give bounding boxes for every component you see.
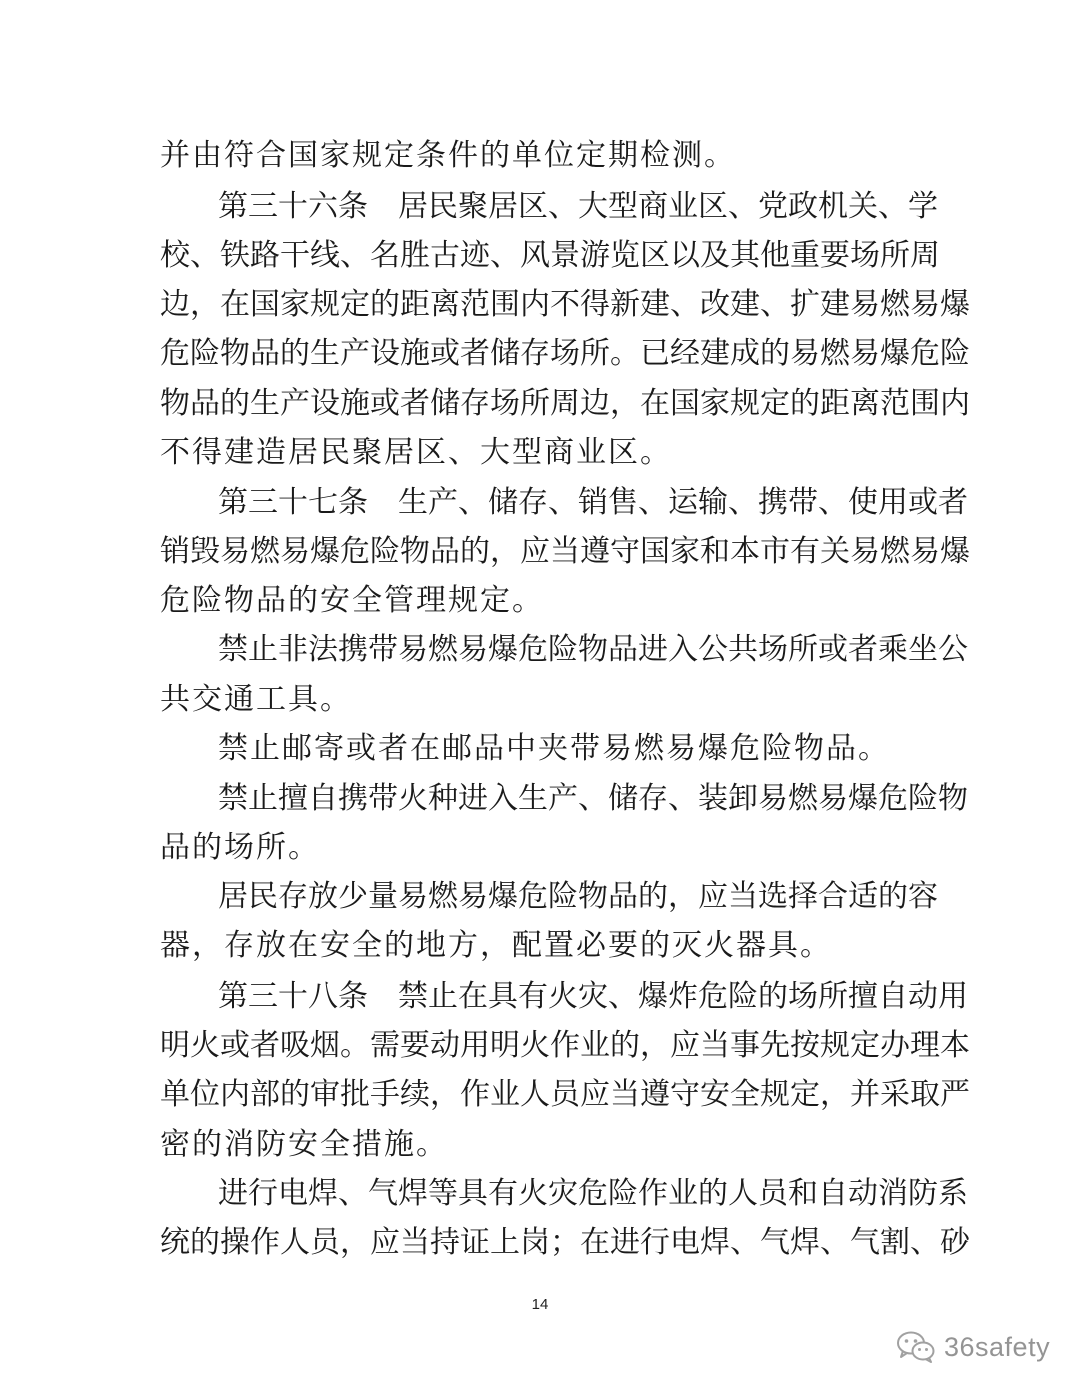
text-line: 明火或者吸烟。需要动用明火作业的，应当事先按规定办理本 bbox=[160, 1028, 970, 1063]
text-line: 进行电焊、气焊等具有火灾危险作业的人员和自动消防系 bbox=[218, 1176, 968, 1211]
text-line: 共交通工具。 bbox=[160, 682, 352, 717]
text-line: 危险物品的生产设施或者储存场所。已经建成的易燃易爆危险 bbox=[160, 336, 970, 371]
text-line: 密的消防安全措施。 bbox=[160, 1127, 448, 1162]
page-number: 14 bbox=[531, 1296, 549, 1313]
text-line: 销毁易燃易爆危险物品的，应当遵守国家和本市有关易燃易爆 bbox=[160, 534, 970, 569]
text-line: 禁止擅自携带火种进入生产、储存、装卸易燃易爆危险物 bbox=[218, 781, 968, 816]
text-line: 边，在国家规定的距离范围内不得新建、改建、扩建易燃易爆 bbox=[160, 287, 970, 322]
article-37-heading-line: 第三十七条 生产、储存、销售、运输、携带、使用或者 bbox=[218, 485, 968, 520]
text-line: 品的场所。 bbox=[160, 830, 320, 865]
text-line: 统的操作人员，应当持证上岗；在进行电焊、气焊、气割、砂 bbox=[160, 1225, 970, 1260]
text-line: 禁止非法携带易燃易爆危险物品进入公共场所或者乘坐公 bbox=[218, 632, 968, 667]
text-line: 并由符合国家规定条件的单位定期检测。 bbox=[160, 138, 736, 173]
text-line: 单位内部的审批手续，作业人员应当遵守安全规定，并采取严 bbox=[160, 1077, 970, 1112]
watermark-text: 36safety bbox=[944, 1331, 1051, 1362]
text-line: 居民存放少量易燃易爆危险物品的，应当选择合适的容 bbox=[218, 879, 938, 914]
text-line: 校、铁路干线、名胜古迹、风景游览区以及其他重要场所周 bbox=[160, 238, 940, 273]
text-line: 不得建造居民聚居区、大型商业区。 bbox=[160, 435, 672, 470]
text-line: 器，存放在安全的地方，配置必要的灭火器具。 bbox=[160, 928, 832, 963]
text-line: 禁止邮寄或者在邮品中夹带易燃易爆危险物品。 bbox=[218, 731, 890, 766]
watermark bbox=[896, 1330, 1050, 1364]
wechat-icon bbox=[896, 1330, 936, 1364]
article-38-heading-line: 第三十八条 禁止在具有火灾、爆炸危险的场所擅自动用 bbox=[218, 979, 968, 1014]
text-line: 危险物品的安全管理规定。 bbox=[160, 583, 544, 618]
text-line: 物品的生产设施或者储存场所周边，在国家规定的距离范围内 bbox=[160, 386, 970, 421]
article-36-heading-line: 第三十六条 居民聚居区、大型商业区、党政机关、学 bbox=[218, 189, 938, 224]
